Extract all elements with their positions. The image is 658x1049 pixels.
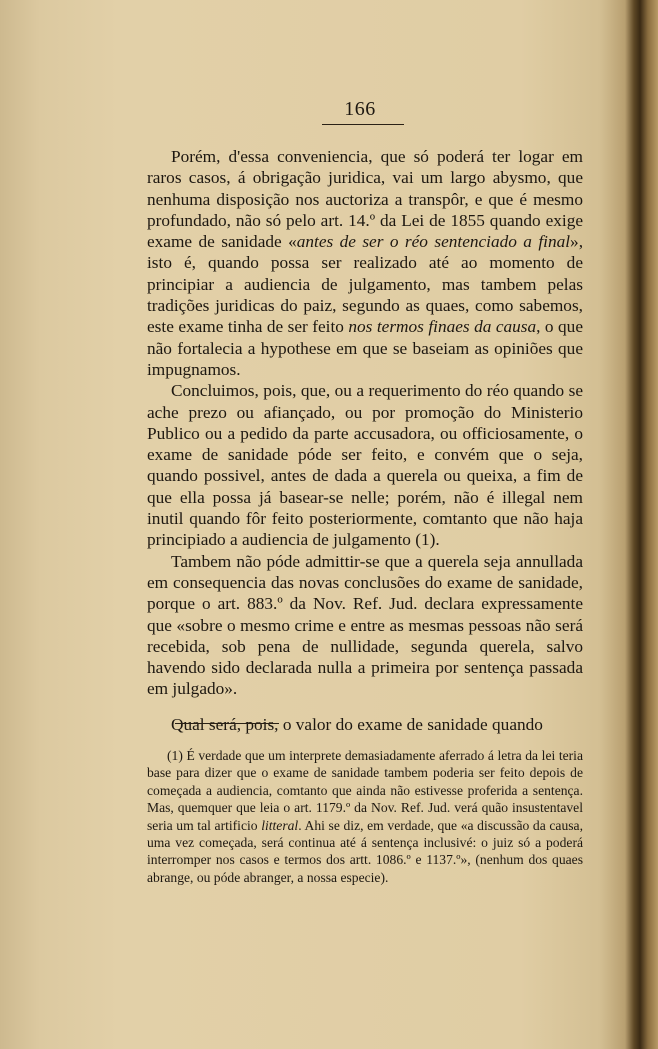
main-text bbox=[147, 146, 583, 735]
footnote-italic-word: litteral bbox=[261, 817, 299, 833]
paragraph-1 bbox=[147, 146, 583, 380]
paragraph-1-quote-italic: antes de ser o réo sentenciado a final bbox=[296, 232, 571, 252]
footnote-text-end: . Ahi se diz, em verdade, que «a discussão da causa, uma vez começada, será continua até á sentença inclusivé: o juiz só a poderá interromper nos casos e termos dos artt. 1086.º e 1137.º», (nenhum dos quaes abrange, ou póde abranger, a nossa especie). bbox=[147, 817, 583, 885]
footnote-text: (1) É verdade que um interprete demasiadamente aferrado á letra da lei teria base para dizer que o exame de sanidade tambem poderia ser feito depois de começada a audiencia, comtanto que ainda não estivesse proferida a sentença. Mas, quemquer que leia o art. 1179.º da Nov. Ref. Jud. verá quão insustentavel seria um tal artificio bbox=[147, 748, 583, 833]
page-number-rule bbox=[322, 124, 404, 125]
paragraph-3: Tambem não póde admittir-se que a querela seja annullada em consequencia das novas conclusões do exame de sanidade, porque o art. 883.º da Nov. Ref. Jud. declara expressamente que «sobre o mesmo crime e entre as mesmas pessoas não será recebida, sob pena de nullidade, segunda querela, salvo havendo sido declarada nulla a primeira por sentença passada em julgado». bbox=[147, 551, 583, 699]
paragraph-1-text: Porém, d'essa conveniencia, que só poderá ter logar em raros casos, á obrigação juridica, vai um largo abysmo, que nenhuma disposição nos auctoriza a transpôr, e que é mesmo profundado, não só pelo art. 14.º da Lei de 1855 quando exige exame de sanidade « bbox=[147, 147, 583, 252]
footnote-rule bbox=[175, 723, 279, 724]
paragraph-2: Concluimos, pois, que, ou a requerimento do réo quando se ache prezo ou afiançado, ou por promoção do Ministerio Publico ou a pedido da parte accusadora, ou officiosamente, o exame de sanidade póde ser feito, e convém que o seja, quando possivel, antes de dada a querela ou queixa, a fim de que ella possa já basear-se nelle; porém, não é illegal nem inutil quando fôr feito posteriormente, comtanto que não haja principiado a audiencia de julgamento (1). bbox=[147, 381, 583, 550]
footnote-paragraph bbox=[147, 747, 583, 886]
paragraph-1-text-end: , o que não fortalecia a hypothese em que se baseiam as opiniões que impugnamos. bbox=[147, 317, 583, 379]
paragraph-4: Qual será, pois, o valor do exame de sanidade quando bbox=[171, 714, 543, 734]
footnote bbox=[147, 747, 583, 886]
page-number: 166 bbox=[344, 98, 376, 120]
paragraph-1-text-continued: », isto é, quando possa ser realizado até ao momento de principiar a audiencia de julgamento, mas tambem pelas tradições juridicas do paiz, segundo as quaes, como sabemos, este exame tinha de ser feito bbox=[147, 232, 584, 337]
paragraph-1-phrase-italic: nos termos finaes da causa bbox=[348, 317, 537, 337]
